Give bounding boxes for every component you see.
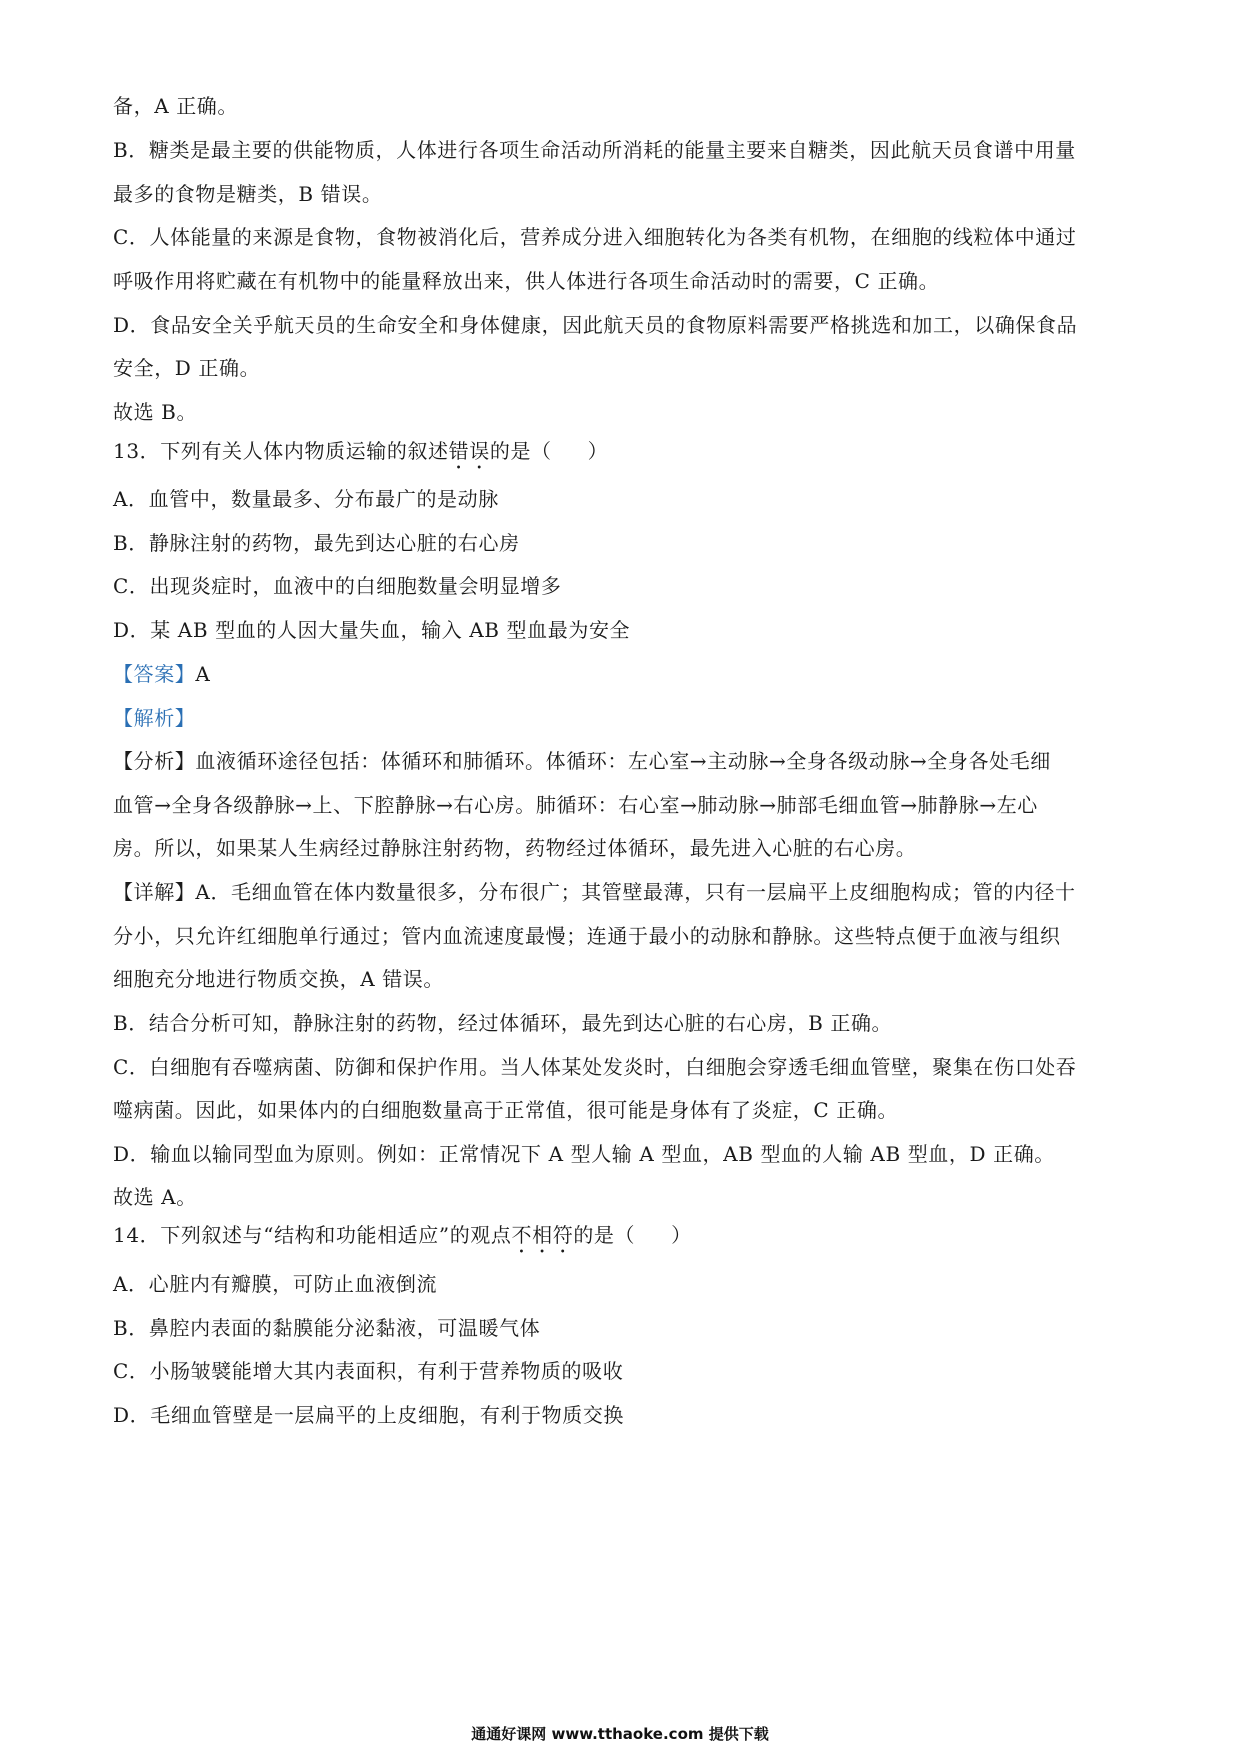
analysis-label: 【解析】 [113, 706, 196, 730]
text-line: 呼吸作用将贮藏在有机物中的能量释放出来，供人体进行各项生命活动时的需要，C 正确。 [113, 269, 940, 293]
option-a: A．心脏内有瓣膜，可防止血液倒流 [113, 1272, 438, 1296]
detail-line: 【详解】A．毛细血管在体内数量很多，分布很广；其管壁最薄，只有一层扁平上皮细胞构成；管的内径十 [113, 880, 1076, 904]
question-13-stem [113, 436, 1133, 474]
option-d: D．毛细血管壁是一层扁平的上皮细胞，有利于物质交换 [113, 1403, 625, 1427]
question-stem-text: 的是（ [573, 1223, 636, 1247]
question-14-stem [113, 1220, 1133, 1258]
detail-line: C．白细胞有吞噬病菌、防御和保护作用。当人体某处发炎时，白细胞会穿透毛细血管壁，聚集在伤口处吞 [113, 1055, 1077, 1079]
detail-line: 噬病菌。因此，如果体内的白细胞数量高于正常值，很可能是身体有了炎症，C 正确。 [113, 1098, 899, 1122]
analysis-heading [113, 703, 1133, 733]
option-c: C．小肠皱襞能增大其内表面积，有利于营养物质的吸收 [113, 1359, 624, 1383]
detail-line: 故选 A。 [113, 1185, 197, 1209]
analysis-line: 【分析】血液循环途径包括：体循环和肺循环。体循环：左心室→主动脉→全身各级动脉→全身各处毛细 [113, 749, 1051, 773]
text-line: 故选 B。 [113, 400, 198, 424]
emphasis-text: 错误 [448, 439, 490, 463]
text-line: C．人体能量的来源是食物，食物被消化后，营养成分进入细胞转化为各类有机物，在细胞的线粒体中通过 [113, 225, 1077, 249]
answer-line [113, 659, 1133, 689]
question-stem-text: 的是（ [489, 439, 552, 463]
emphasis-text: 不相符 [511, 1223, 574, 1247]
question-stem-text: ） [587, 439, 609, 463]
answer-value: A [195, 662, 211, 686]
answer-label: 【答案】 [113, 662, 196, 686]
analysis-line: 房。所以，如果某人生病经过静脉注射药物，药物经过体循环，最先进入心脏的右心房。 [113, 836, 917, 860]
text-line: B．糖类是最主要的供能物质，人体进行各项生命活动所消耗的能量主要来自糖类，因此航天员食谱中用量 [113, 138, 1076, 162]
text-line: 最多的食物是糖类，B 错误。 [113, 182, 383, 206]
question-stem-text: ） [671, 1223, 692, 1247]
detail-line: B．结合分析可知，静脉注射的药物，经过体循环，最先到达心脏的右心房，B 正确。 [113, 1011, 893, 1035]
analysis-line: 血管→全身各级静脉→上、下腔静脉→右心房。肺循环：右心室→肺动脉→肺部毛细血管→肺静脉→左心 [113, 793, 1038, 817]
text-line: 备，A 正确。 [113, 94, 239, 118]
text-line: D．食品安全关乎航天员的生命安全和身体健康，因此航天员的食物原料需要严格挑选和加工，以确保食品 [113, 313, 1078, 337]
option-c: C．出现炎症时，血液中的白细胞数量会明显增多 [113, 574, 562, 598]
option-d: D．某 AB 型血的人因大量失血，输入 AB 型血最为安全 [113, 618, 631, 642]
option-b: B．鼻腔内表面的黏膜能分泌黏液，可温暖气体 [113, 1316, 541, 1340]
question-stem-text: 13．下列有关人体内物质运输的叙述 [113, 439, 449, 463]
question-stem-text: 14．下列叙述与“结构和功能相适应”的观点 [113, 1223, 512, 1247]
option-a: A．血管中，数量最多、分布最广的是动脉 [113, 487, 499, 511]
footer-source: 通通好课网 www.tthaoke.com 提供下载 [471, 1725, 769, 1743]
detail-line: 细胞充分地进行物质交换，A 错误。 [113, 967, 445, 991]
text-line: 安全，D 正确。 [113, 356, 261, 380]
detail-line: 分小，只允许红细胞单行通过；管内血流速度最慢；连通于最小的动脉和静脉。这些特点便于血液与组织 [113, 924, 1061, 948]
option-b: B．静脉注射的药物，最先到达心脏的右心房 [113, 531, 520, 555]
detail-line: D．输血以输同型血为原则。例如：正常情况下 A 型人输 A 型血，AB 型血的人输 AB 型血，D 正确。 [113, 1142, 1055, 1166]
